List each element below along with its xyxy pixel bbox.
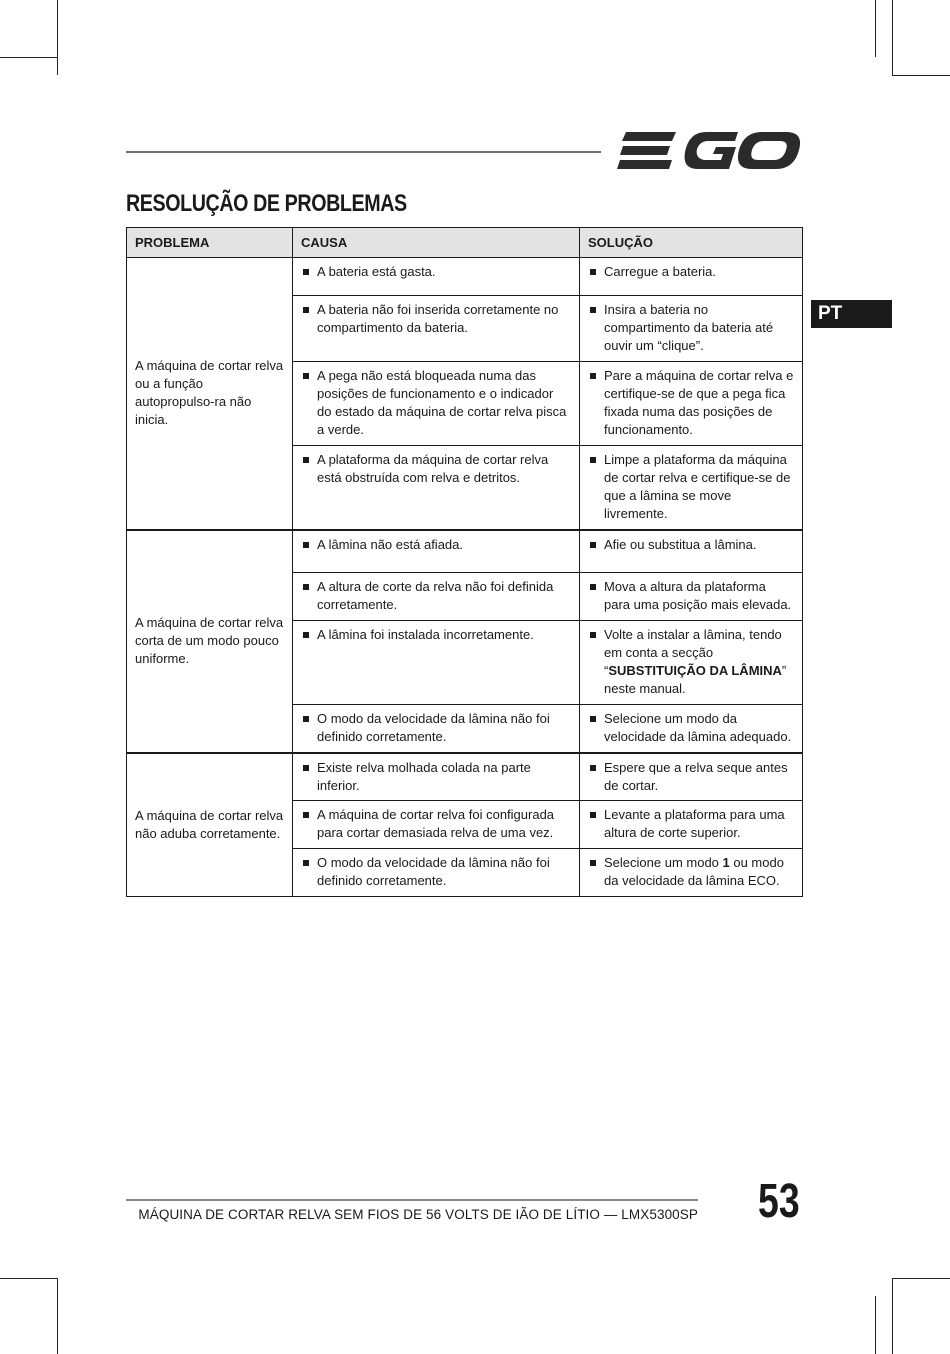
crop-mark — [57, 1278, 58, 1354]
table-row — [127, 530, 803, 573]
table-row — [127, 258, 803, 296]
header-solution: SOLUÇÃO — [580, 228, 803, 258]
section-reference: SUBSTITUIÇÃO DA LÂMINA — [608, 663, 782, 678]
solution-cell: Insira a bateria no compartimento da bateria até ouvir um “clique”. — [580, 296, 803, 362]
solution-cell: Volte a instalar a lâmina, tendo em conta a secção “SUBSTITUIÇÃO DA LÂMINA” neste manual. — [580, 621, 803, 705]
cause-cell: O modo da velocidade da lâmina não foi definido corretamente. — [293, 849, 580, 897]
solution-cell: Espere que a relva seque antes de cortar. — [580, 753, 803, 801]
crop-mark — [57, 0, 58, 75]
crop-mark — [875, 1296, 876, 1354]
cause-cell: A máquina de cortar relva foi configurada para cortar demasiada relva de uma vez. — [293, 801, 580, 849]
cause-cell: A plataforma da máquina de cortar relva está obstruída com relva e detritos. — [293, 446, 580, 530]
solution-cell: Levante a plataforma para uma altura de corte superior. — [580, 801, 803, 849]
header-rule — [126, 151, 601, 153]
solution-cell: Carregue a bateria. — [580, 258, 803, 296]
cause-cell: Existe relva molhada colada na parte inferior. — [293, 753, 580, 801]
header-cause: CAUSA — [293, 228, 580, 258]
cause-cell: A bateria não foi inserida corretamente no compartimento da bateria. — [293, 296, 580, 362]
cause-cell: A lâmina não está afiada. — [293, 530, 580, 573]
cause-cell: A bateria está gasta. — [293, 258, 580, 296]
solution-cell: Pare a máquina de cortar relva e certifique-se de que a pega fica fixada numa das posições de funcionamento. — [580, 362, 803, 446]
crop-mark — [892, 1278, 950, 1279]
mode-number: 1 — [722, 855, 730, 870]
table-header-row — [127, 228, 803, 258]
problem-cell: A máquina de cortar relva não aduba corretamente. — [127, 753, 293, 897]
solution-cell: Limpe a plataforma da máquina de cortar relva e certifique-se de que a lâmina se move livremente. — [580, 446, 803, 530]
page-number: 53 — [758, 1175, 800, 1228]
crop-mark — [0, 57, 57, 58]
crop-mark — [892, 1278, 893, 1354]
cause-cell: O modo da velocidade da lâmina não foi definido corretamente. — [293, 705, 580, 753]
cause-cell: A altura de corte da relva não foi definida corretamente. — [293, 573, 580, 621]
solution-cell: Selecione um modo da velocidade da lâmina adequado. — [580, 705, 803, 753]
table-row — [127, 753, 803, 801]
solution-cell: Afie ou substitua a lâmina. — [580, 530, 803, 573]
crop-mark — [875, 0, 876, 57]
solution-cell: Selecione um modo 1 ou modo da velocidade da lâmina ECO. — [580, 849, 803, 897]
solution-cell: Mova a altura da plataforma para uma posição mais elevada. — [580, 573, 803, 621]
language-tab: PT — [811, 300, 892, 328]
page-title: RESOLUÇÃO DE PROBLEMAS — [126, 190, 407, 217]
cause-cell: A lâmina foi instalada incorretamente. — [293, 621, 580, 705]
crop-mark — [0, 1278, 57, 1279]
ego-logo — [614, 126, 804, 176]
crop-mark — [892, 0, 893, 75]
crop-mark — [892, 75, 950, 76]
problem-cell: A máquina de cortar relva ou a função autopropulso-ra não inicia. — [127, 258, 293, 530]
footer-rule — [126, 1199, 698, 1201]
footer-product-title: MÁQUINA DE CORTAR RELVA SEM FIOS DE 56 VOLTS DE IÃO DE LÍTIO — LMX5300SP — [138, 1207, 698, 1222]
header-problem: PROBLEMA — [127, 228, 293, 258]
cause-cell: A pega não está bloqueada numa das posições de funcionamento e o indicador do estado da máquina de cortar relva pisca a verde. — [293, 362, 580, 446]
problem-cell: A máquina de cortar relva corta de um modo pouco uniforme. — [127, 530, 293, 753]
troubleshooting-table — [126, 227, 803, 897]
